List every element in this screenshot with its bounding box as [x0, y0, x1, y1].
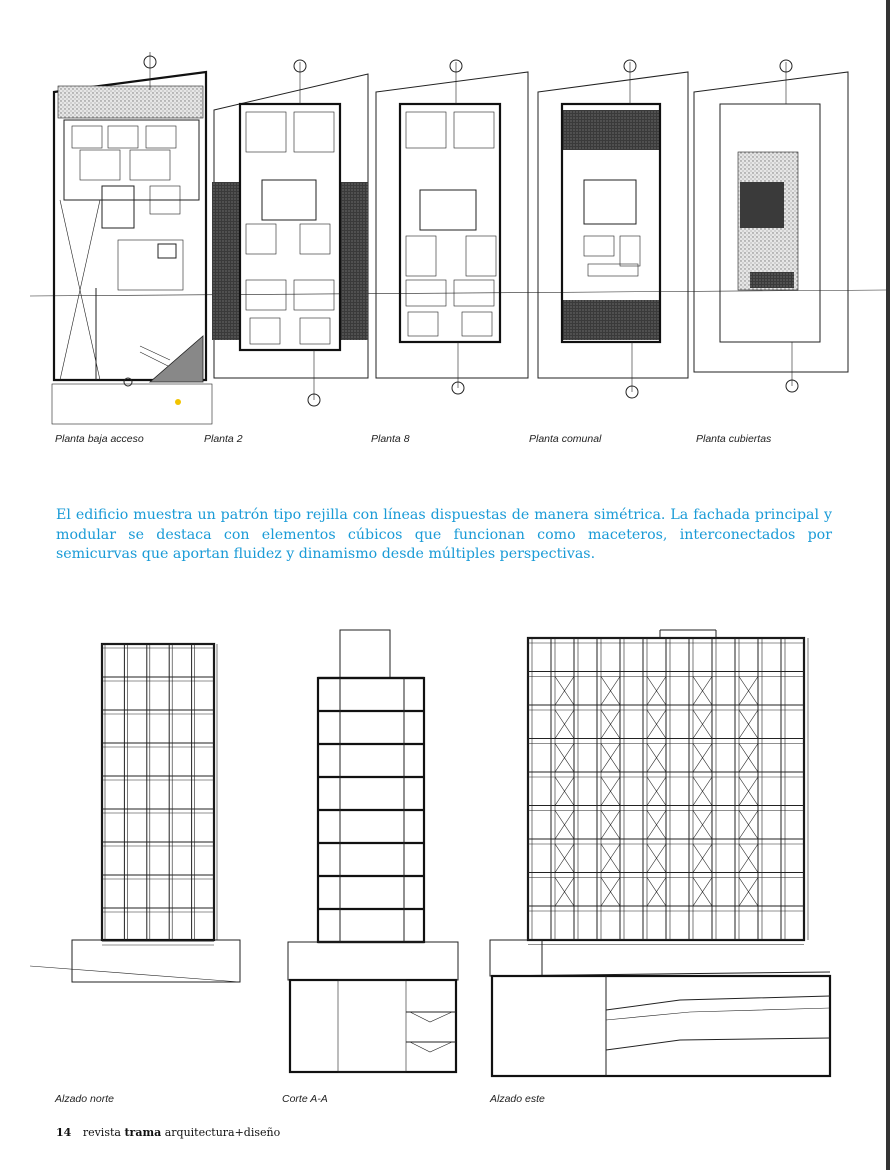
caption-corte-aa: Corte A-A [282, 1093, 328, 1105]
plan-planta-cubiertas [694, 60, 848, 392]
plan-planta-comunal [538, 60, 688, 398]
caption-planta-2: Planta 2 [204, 433, 243, 445]
floor-plans-drawing [0, 0, 890, 430]
caption-planta-baja: Planta baja acceso [55, 433, 144, 445]
plan-planta-baja [52, 72, 212, 424]
elevation-alzado-este [490, 630, 830, 1076]
magazine-name: trama [124, 1126, 162, 1139]
caption-alzado-norte: Alzado norte [55, 1093, 114, 1105]
page-number: 14 [56, 1126, 72, 1139]
caption-alzado-este: Alzado este [490, 1093, 545, 1105]
caption-planta-cubiertas: Planta cubiertas [696, 433, 772, 445]
caption-planta-8: Planta 8 [371, 433, 410, 445]
page-footer [56, 1126, 280, 1139]
section-corte-aa [288, 630, 458, 1072]
elevation-alzado-norte [30, 644, 240, 982]
plan-planta-8 [376, 60, 528, 394]
magazine-suffix: arquitectura+diseño [164, 1126, 281, 1139]
elevations-drawing [0, 620, 890, 1100]
plan-planta-2 [212, 60, 368, 406]
caption-planta-comunal: Planta comunal [529, 433, 602, 445]
magazine-prefix: revista [82, 1126, 121, 1139]
intro-paragraph: El edificio muestra un patrón tipo rejilla con líneas dispuestas de manera simétrica. La fachada principal y modular se destaca con elementos cúbicos que funcionan como maceteros, interconectados por semicurvas que aportan fluidez y dinamismo desde múltiples perspectivas. [56, 507, 832, 562]
